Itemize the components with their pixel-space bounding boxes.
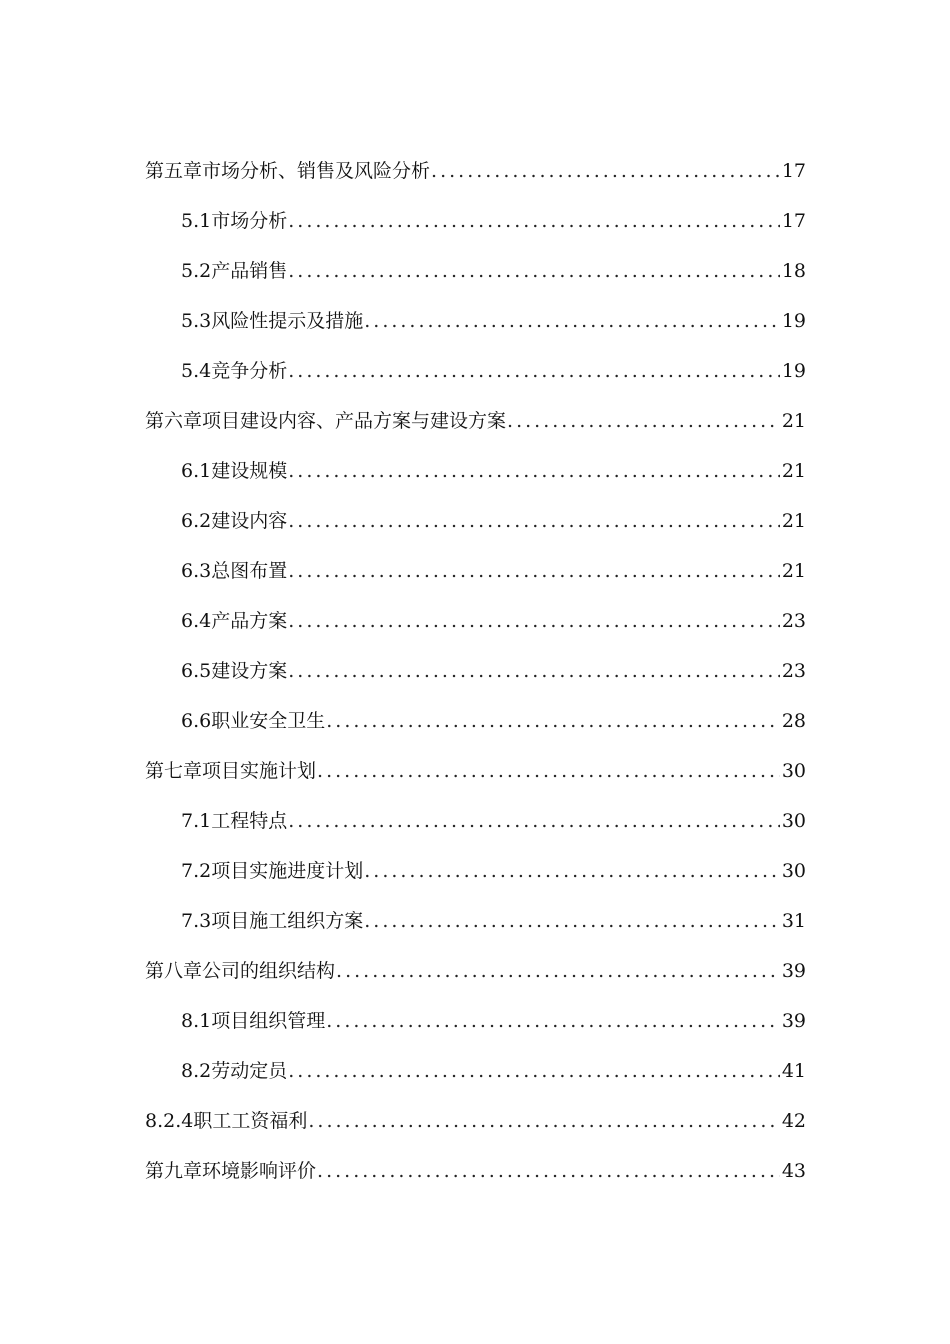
dot-leader [364, 906, 780, 936]
toc-entry-number: 6.4 [181, 610, 212, 632]
toc-entry-number: 8.2.4 [145, 1110, 194, 1132]
dot-leader [326, 1006, 780, 1036]
toc-entry-6-1[interactable] [181, 456, 806, 486]
toc-entry-page: 21 [781, 560, 806, 582]
dot-leader [336, 956, 780, 986]
dot-leader [431, 156, 780, 186]
toc-entry-title: 建设方案 [211, 660, 288, 682]
toc-entry-5-1[interactable] [181, 206, 806, 236]
toc-entry-title: 市场分析、销售及风险分析 [202, 160, 431, 182]
toc-entry-title: 职工工资福利 [193, 1110, 308, 1132]
toc-entry-title: 项目实施计划 [202, 760, 317, 782]
toc-entry-title: 环境影响评价 [202, 1160, 317, 1182]
toc-entry-number: 第五章 [145, 160, 203, 182]
dot-leader [288, 806, 780, 836]
toc-entry-page: 21 [781, 410, 806, 432]
toc-entry-number: 7.3 [181, 910, 212, 932]
toc-entry-5-4[interactable] [181, 356, 806, 386]
toc-entry-number: 6.2 [181, 510, 212, 532]
toc-entry-number: 7.1 [181, 810, 212, 832]
toc-entry-5-3[interactable] [181, 306, 806, 336]
dot-leader [288, 1056, 780, 1086]
toc-entry-number: 5.2 [181, 260, 212, 282]
toc-entry-page: 18 [781, 260, 806, 282]
toc-entry-number: 第七章 [145, 760, 203, 782]
toc-entry-page: 19 [781, 360, 806, 382]
dot-leader [317, 1156, 780, 1186]
toc-entry-chapter-9[interactable] [145, 1156, 806, 1186]
dot-leader [288, 606, 780, 636]
toc-entry-6-5[interactable] [181, 656, 806, 686]
toc-entry-title: 风险性提示及措施 [211, 310, 364, 332]
toc-entry-8-2[interactable] [181, 1056, 806, 1086]
toc-entry-page: 43 [781, 1160, 806, 1182]
toc-entry-number: 7.2 [181, 860, 212, 882]
toc-entry-title: 建设规模 [211, 460, 288, 482]
toc-entry-title: 项目施工组织方案 [211, 910, 364, 932]
toc-entry-chapter-6[interactable] [145, 406, 806, 436]
toc-entry-title: 劳动定员 [211, 1060, 288, 1082]
toc-entry-7-2[interactable] [181, 856, 806, 886]
toc-entry-title: 项目建设内容、产品方案与建设方案 [202, 410, 507, 432]
toc-entry-page: 39 [781, 960, 806, 982]
toc-entry-number: 5.4 [181, 360, 212, 382]
toc-entry-title: 职业安全卫生 [211, 710, 326, 732]
toc-entry-6-3[interactable] [181, 556, 806, 586]
dot-leader [364, 856, 780, 886]
toc-entry-title: 产品方案 [211, 610, 288, 632]
toc-entry-title: 项目实施进度计划 [211, 860, 364, 882]
toc-entry-5-2[interactable] [181, 256, 806, 286]
dot-leader [308, 1106, 779, 1136]
toc-entry-number: 5.1 [181, 210, 212, 232]
toc-entry-number: 5.3 [181, 310, 212, 332]
dot-leader [288, 256, 780, 286]
dot-leader [288, 656, 780, 686]
toc-entry-page: 19 [781, 310, 806, 332]
toc-entry-number: 6.6 [181, 710, 212, 732]
toc-entry-number: 6.3 [181, 560, 212, 582]
dot-leader [288, 556, 780, 586]
toc-entry-7-3[interactable] [181, 906, 806, 936]
toc-entry-title: 工程特点 [211, 810, 288, 832]
toc-entry-title: 产品销售 [211, 260, 288, 282]
toc-entry-8-1[interactable] [181, 1006, 806, 1036]
toc-entry-number: 8.1 [181, 1010, 212, 1032]
toc-entry-chapter-7[interactable] [145, 756, 806, 786]
toc-entry-page: 30 [781, 810, 806, 832]
toc-entry-page: 41 [781, 1060, 806, 1082]
toc-entry-number: 第六章 [145, 410, 203, 432]
toc-entry-number: 第八章 [145, 960, 203, 982]
toc-entry-7-1[interactable] [181, 806, 806, 836]
toc-entry-title: 公司的组织结构 [202, 960, 336, 982]
toc-entry-page: 30 [781, 760, 806, 782]
toc-entry-page: 28 [781, 710, 806, 732]
toc-entry-page: 42 [781, 1110, 806, 1132]
dot-leader [288, 506, 780, 536]
toc-entry-page: 17 [781, 160, 806, 182]
dot-leader [507, 406, 780, 436]
toc-entry-chapter-8[interactable] [145, 956, 806, 986]
toc-entry-page: 30 [781, 860, 806, 882]
toc-entry-page: 23 [781, 660, 806, 682]
toc-entry-page: 23 [781, 610, 806, 632]
dot-leader [288, 356, 780, 386]
toc-entry-number: 6.5 [181, 660, 212, 682]
toc-entry-page: 31 [781, 910, 806, 932]
toc-entry-title: 竞争分析 [211, 360, 288, 382]
toc-entry-page: 21 [781, 460, 806, 482]
dot-leader [288, 456, 780, 486]
toc-entry-6-4[interactable] [181, 606, 806, 636]
toc-entry-title: 市场分析 [211, 210, 288, 232]
dot-leader [326, 706, 780, 736]
toc-entry-title: 建设内容 [211, 510, 288, 532]
dot-leader [317, 756, 780, 786]
toc-entry-number: 8.2 [181, 1060, 212, 1082]
toc-entry-title: 项目组织管理 [211, 1010, 326, 1032]
dot-leader [364, 306, 780, 336]
toc-entry-page: 39 [781, 1010, 806, 1032]
toc-entry-number: 6.1 [181, 460, 212, 482]
toc-entry-title: 总图布置 [211, 560, 288, 582]
toc-entry-page: 21 [781, 510, 806, 532]
toc-entry-8-2-4[interactable] [145, 1106, 806, 1136]
toc-entry-page: 17 [781, 210, 806, 232]
dot-leader [288, 206, 780, 236]
toc-entry-chapter-5[interactable] [145, 156, 806, 186]
toc-entry-number: 第九章 [145, 1160, 203, 1182]
toc-entry-6-2[interactable] [181, 506, 806, 536]
toc-entry-6-6[interactable] [181, 706, 806, 736]
